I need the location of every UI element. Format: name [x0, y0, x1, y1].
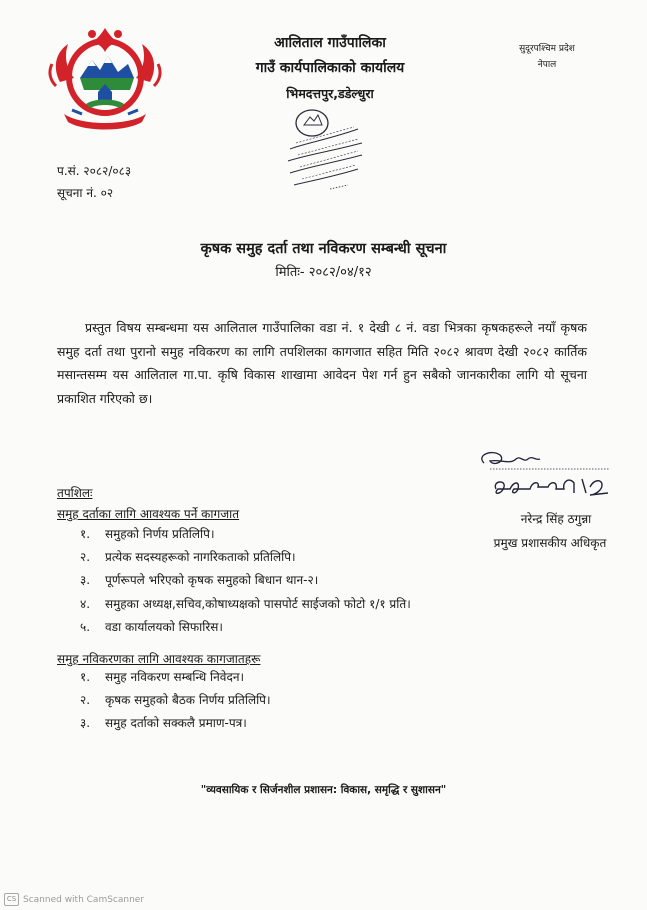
list-item-text: समुह नविकरण सम्बन्धि निवेदन। [105, 670, 245, 684]
notice-number: सूचना नं. ०२ [57, 186, 114, 200]
nepal-government-emblem-icon [42, 22, 168, 132]
registration-document-list [80, 523, 411, 639]
notice-body: प्रस्तुत विषय सम्बन्धमा यस आलिताल गाउँपालिका वडा नं. १ देखी ८ नं. वडा भित्रका कृषकहरूले नयाँ कृषक समुह दर्ता तथा पुरानो समुह नविकरण का लागि तपशिलका कागजात सहित मिति २०८२ श्रावण देखी २०८२ कार्तिक मसान्तसम्म यस आलिताल गा.पा. कृषि विकास शाखामा आवेदन पेश गर्न हुन सबैको जानकारीका लागि यो सूचना प्रकाशित गरिएको छ। [57, 320, 587, 406]
list-item-number: ४. [80, 596, 91, 611]
camscanner-logo-icon: CS [4, 893, 19, 906]
office-slogan: "व्यवसायिक र सिर्जनशील प्रशासन: विकास, समृद्धि र सुशासन" [200, 784, 447, 796]
signatory-name: नरेन्द्र सिंह ठगुन्ना [520, 512, 592, 526]
list-item [80, 523, 411, 546]
list-item-text: समुहको निर्णय प्रतिलिपि। [105, 527, 215, 541]
country-label: नेपाल [537, 60, 557, 70]
signatory-post: प्रमुख प्रशासकीय अधिकृत [493, 536, 607, 550]
list-item-number: ५. [80, 619, 91, 634]
reference-number: प.सं. २०८२/०८३ [57, 164, 132, 178]
list-item-text: पूर्णरूपले भरिएको कृषक समुहको बिधान थान-२। [105, 573, 319, 588]
renewal-document-list [80, 666, 271, 736]
handwritten-signature-icon [470, 445, 620, 505]
list-item-text: कृषक समुहको बैठक निर्णय प्रतिलिपि। [105, 693, 271, 708]
tapsil-label: तपशिलः [57, 486, 93, 500]
list-item-text: प्रत्येक सदस्यहरूको नागरिकताको प्रतिलिपि। [105, 550, 296, 565]
list-item [80, 689, 271, 712]
list-item-number: २. [80, 550, 91, 565]
list-item [80, 593, 411, 616]
office-name: आलिताल गाउँपालिका [274, 35, 386, 51]
list-item [80, 546, 411, 569]
list-item-number: ३. [80, 716, 91, 731]
office-seal-stamp-icon [270, 105, 380, 195]
renewal-heading: समुह नविकरणका लागि आवश्यक कागजातहरू [57, 652, 261, 666]
scanner-watermark-text: Scanned with CamScanner [23, 894, 145, 905]
list-item-text: वडा कार्यालयको सिफारिस। [105, 619, 223, 634]
list-item-number: ३. [80, 573, 91, 588]
list-item [80, 616, 411, 639]
office-address: भिमदत्तपुर,डडेल्धुरा [286, 86, 374, 101]
list-item [80, 569, 411, 592]
list-item [80, 666, 271, 689]
list-item-number: १. [80, 670, 91, 684]
notice-title: कृषक समुह दर्ता तथा नविकरण सम्बन्धी सूचना [200, 241, 447, 257]
list-item-number: १. [80, 527, 91, 541]
list-item-number: २. [80, 693, 91, 708]
list-item-text: समुहका अध्यक्ष,सचिव,कोषाध्यक्षको पासपोर्ट साईजको फोटो १/१ प्रति। [105, 596, 411, 611]
list-item [80, 712, 271, 735]
list-item-text: समुह दर्ताको सक्कलै प्रमाण-पत्र। [105, 716, 247, 731]
office-subtitle: गाउँ कार्यपालिकाको कार्यालय [255, 60, 405, 76]
scanner-watermark [4, 893, 144, 906]
notice-date: मितिः- २०८२/०४/१२ [275, 265, 372, 280]
province-label: सुदूरपश्चिम प्रदेश [519, 44, 575, 54]
registration-heading: समुह दर्ताका लागि आवश्यक पर्ने कागजात [57, 507, 240, 521]
